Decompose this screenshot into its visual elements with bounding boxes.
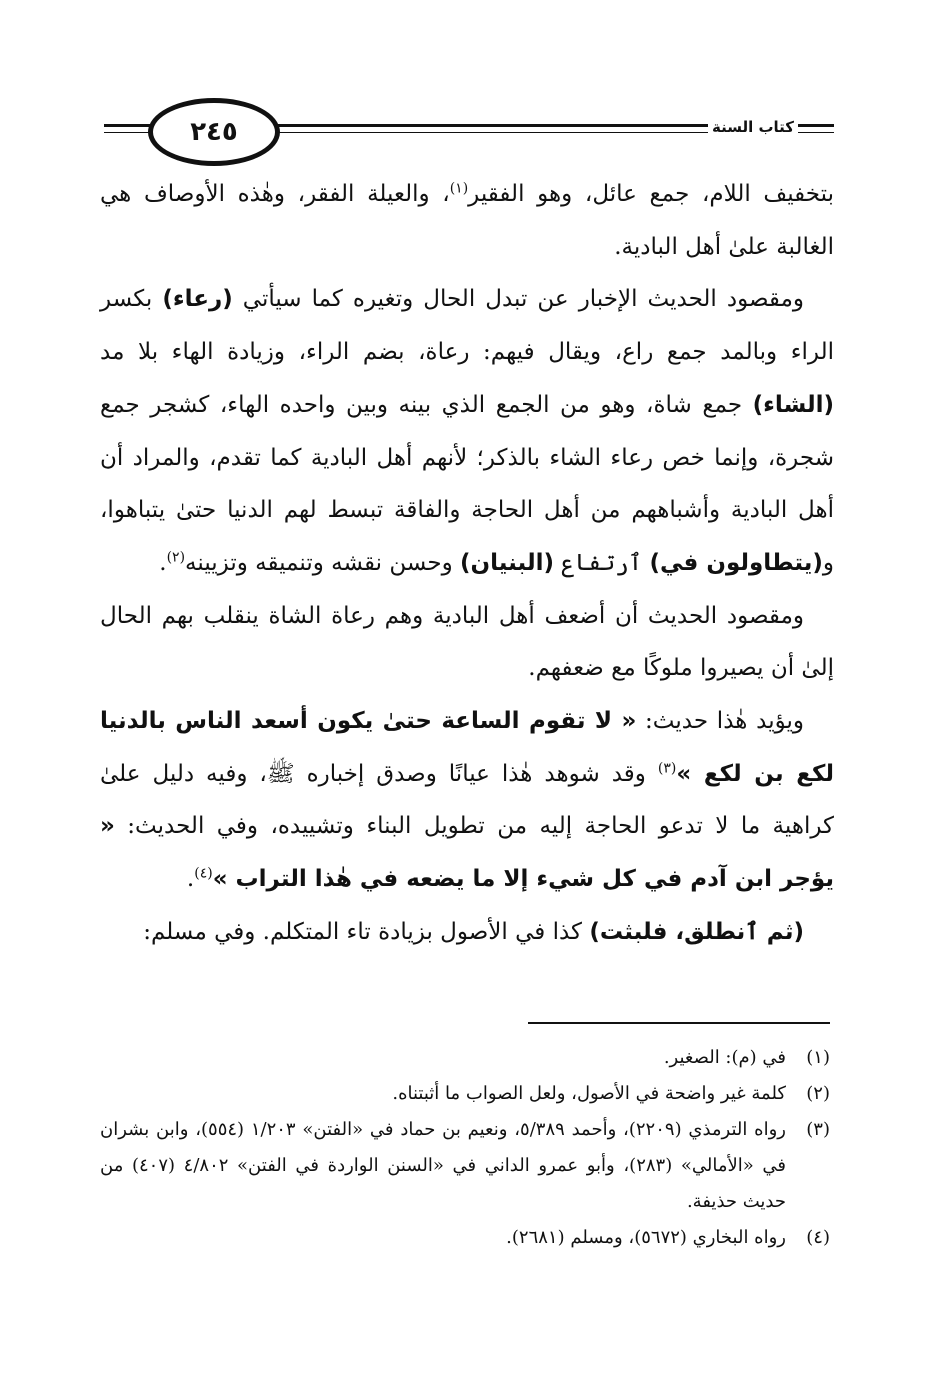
- text-span: ويؤيد هٰذا حديث:: [636, 708, 804, 735]
- page-number: ٢٤٥: [148, 98, 280, 166]
- footnote-item: [100, 1220, 830, 1256]
- main-text: [100, 168, 834, 959]
- text-span: جمع شاة، وهو من الجمع الذي بينه وبين واحده الهاء، كشجر جمع شجرة، وإنما خص رعاء الشاء بالذكر؛ لأنهم أهل البادية كما تقدم، والمراد أن أهل البادية وأشباههم من أهل الحاجة والفاقة تبسط لهم الدنيا حتىٰ يتباهوا، و: [100, 391, 834, 576]
- footnote-item: [100, 1076, 830, 1112]
- text-span: ٱرتفاع: [553, 549, 650, 576]
- footnote-number: (١): [806, 1047, 830, 1068]
- footnote-separator: [528, 1022, 830, 1024]
- footnote-number: (٣): [806, 1119, 830, 1140]
- footnote-ref[interactable]: (٤): [194, 865, 213, 882]
- footnote-number: (٤): [806, 1227, 830, 1248]
- bold-term: (ثم ٱنطلق، فلبثت): [589, 918, 804, 945]
- bold-term: (يتطاولون في): [649, 549, 823, 576]
- paragraph-3: ومقصود الحديث أن أضعف أهل البادية وهم رعاة الشاة ينقلب بهم الحال إلىٰ أن يصيروا ملوكًا مع ضعفهم.: [100, 602, 834, 682]
- bold-term: (الشاء): [752, 391, 834, 418]
- footnote-ref[interactable]: (١): [449, 180, 469, 197]
- text-span: ومقصود الحديث الإخبار عن تبدل الحال وتغيره كما سيأتي: [232, 286, 804, 313]
- text-span: وقد شوهد هٰذا عيانًا وصدق إخباره ﷺ، وفيه دليل علىٰ كراهية ما لا تدعو الحاجة إليه من تطويل البناء وتشييده، وفي الحديث:: [100, 760, 834, 840]
- footnote-ref[interactable]: (٣): [657, 760, 677, 777]
- bold-term: (رعاء): [162, 286, 233, 313]
- text-span: .: [159, 549, 167, 576]
- hadith-quote: « يؤجر ابن آدم في كل شيء إلا ما يضعه في هٰذا التراب »: [100, 813, 834, 893]
- paragraph-2: [100, 273, 834, 589]
- footnote-text: رواه البخاري (٥٦٧٢)، ومسلم (٢٦٨١).: [506, 1227, 786, 1248]
- text-span: ، والعيلة الفقر، وهٰذه الأوصاف هي الغالبة علىٰ أهل البادية.: [100, 181, 834, 260]
- paragraph-1: [100, 168, 834, 273]
- footnote-ref[interactable]: (٢): [166, 549, 186, 566]
- footnote-text: كلمة غير واضحة في الأصول، ولعل الصواب ما أثبتناه.: [392, 1083, 786, 1104]
- text-span: .: [186, 866, 195, 893]
- text-span: بكسر الراء وبالمد جمع راع، ويقال فيهم: رعاة، بضم الراء، وزيادة الهاء بلا مد: [100, 286, 834, 366]
- text-span: وحسن نقشه وتنميقه وتزيينه: [185, 549, 460, 576]
- book-title: كتاب السنة: [708, 118, 798, 136]
- paragraph-5: [100, 906, 834, 959]
- footnote-text: في (م): الصغير.: [663, 1047, 786, 1068]
- footnote-number: (٢): [806, 1083, 830, 1104]
- hadith-quote: « لا تقوم الساعة حتىٰ يكون أسعد الناس بالدنيا لكع بن لكع »: [100, 708, 834, 787]
- footnotes: [100, 1040, 830, 1256]
- text-span: كذا في الأصول بزيادة تاء المتكلم. وفي مسلم:: [143, 918, 590, 945]
- bold-term: (البنيان): [460, 549, 554, 576]
- footnote-item: [100, 1040, 830, 1076]
- paragraph-4: [100, 695, 834, 906]
- footnote-text: رواه الترمذي (٢٢٠٩)، وأحمد ٥/٣٨٩، ونعيم بن حماد في «الفتن» ١/٢٠٣ (٥٥٤)، وابن بشران في «الأمالي» (٢٨٣)، وأبو عمرو الداني في «السنن الواردة في الفتن» ٤/٨٠٢ (٤٠٧) من حديث حذيفة.: [100, 1119, 787, 1212]
- page-header: [104, 92, 834, 172]
- footnote-item: [100, 1112, 830, 1220]
- text-span: بتخفيف اللام، جمع عائل، وهو الفقير: [468, 181, 834, 207]
